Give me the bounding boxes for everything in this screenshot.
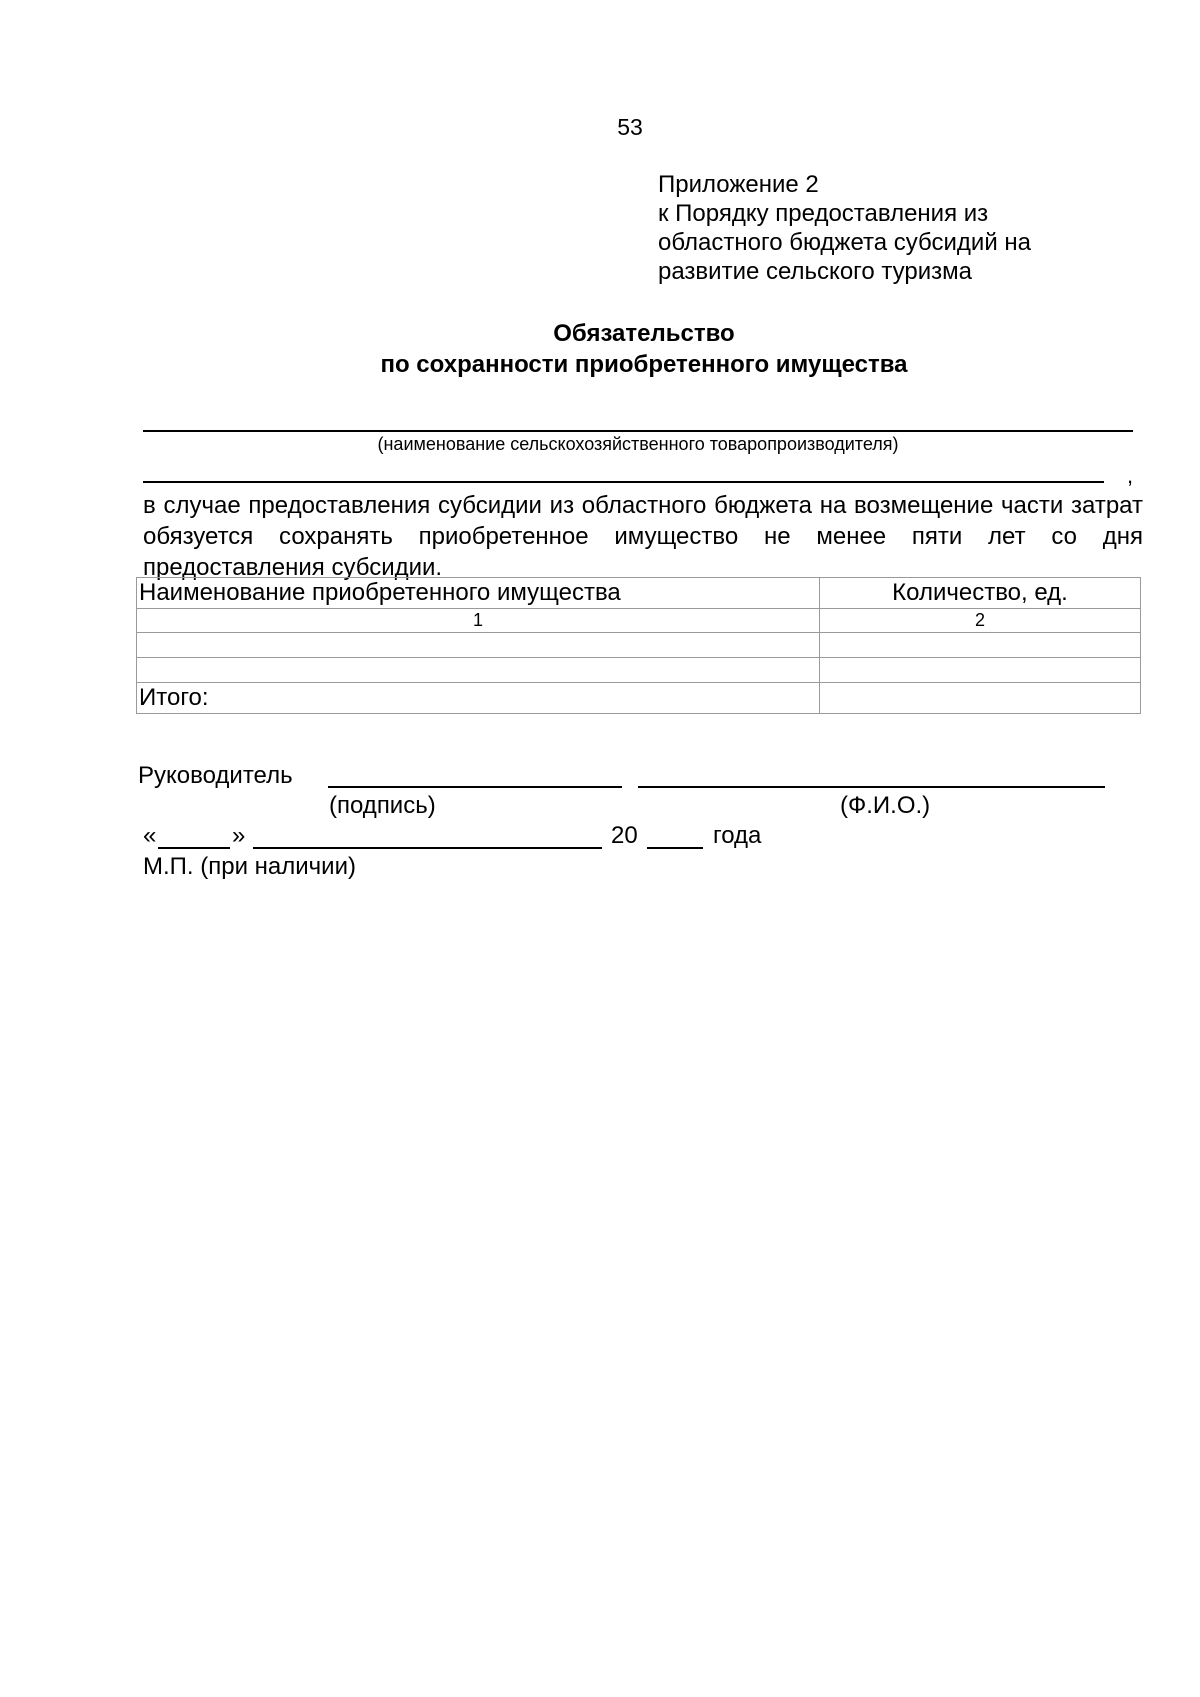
signature-line: [328, 786, 622, 788]
comma: ,: [1127, 463, 1134, 488]
total-value: [820, 683, 1141, 714]
table-row: [137, 633, 1141, 658]
header-property-name: Наименование приобретенного имущества: [137, 578, 820, 609]
full-name-line: [638, 786, 1105, 788]
table-cell: [820, 658, 1141, 683]
date-month-line: [253, 847, 602, 849]
appendix-line-2: к Порядку предоставления из: [658, 200, 989, 227]
header-quantity: Количество, ед.: [820, 578, 1141, 609]
title-line-2: по сохранности приобретенного имущества: [380, 351, 908, 378]
signature-caption: (подпись): [329, 792, 436, 819]
page-number: 53: [617, 114, 643, 140]
table-cell: [820, 633, 1141, 658]
document-title: [0, 318, 1200, 380]
table-cell: [137, 633, 820, 658]
date-day-line: [158, 847, 230, 849]
producer-name-caption: (наименование сельскохозяйственного товаропроизводителя): [377, 434, 899, 454]
table-row: [137, 658, 1141, 683]
table-column-numbers-row: [137, 609, 1141, 633]
head-label: Руководитель: [138, 762, 293, 789]
full-name-caption: (Ф.И.О.): [840, 792, 931, 819]
column-number-1: 1: [137, 609, 820, 633]
producer-name-line-2: [143, 481, 1104, 483]
producer-name-line: [143, 430, 1133, 432]
title-line-1: Обязательство: [553, 320, 735, 347]
year-suffix: года: [713, 822, 762, 849]
table-header-row: [137, 578, 1141, 609]
appendix-line-3: областного бюджета субсидий на: [658, 229, 1032, 256]
year-prefix: 20: [611, 822, 638, 849]
appendix-header: [658, 170, 1031, 286]
table-cell: [137, 658, 820, 683]
appendix-line-4: развитие сельского туризма: [658, 258, 973, 285]
property-table: [136, 577, 1141, 714]
date-open-quote: «: [143, 822, 157, 849]
column-number-2: 2: [820, 609, 1141, 633]
appendix-line-1: Приложение 2: [658, 171, 819, 198]
obligation-text: в случае предоставления субсидии из областного бюджета на возмещение части затрат обязуется сохранять приобретенное имущество не менее пяти лет со дня предоставления субсидии.: [143, 492, 1143, 581]
total-label: Итого:: [137, 683, 820, 714]
date-close-quote: »: [232, 822, 246, 849]
date-year-line: [647, 847, 703, 849]
stamp-note: М.П. (при наличии): [143, 853, 356, 880]
table-total-row: [137, 683, 1141, 714]
